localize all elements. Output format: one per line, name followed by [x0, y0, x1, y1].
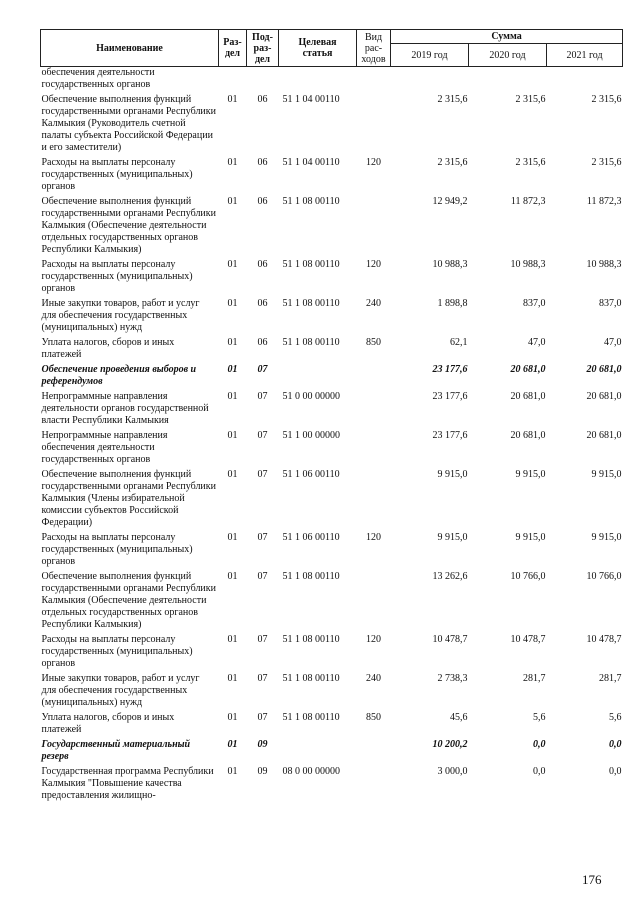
- cell-y2020: 11 872,3: [510, 196, 546, 207]
- cell-name: Обеспечение выполнения функций государственными органами Республики Калмыкия (Члены избирательной комиссии субъектов Российской Федерации): [41, 469, 216, 528]
- cell-y2019: 10 200,2: [432, 739, 468, 750]
- cell-vid: 120: [366, 259, 381, 270]
- cell-razdel: 01: [227, 157, 238, 168]
- cell-y2019: 13 262,6: [432, 571, 468, 582]
- cell-y2020: [469, 67, 547, 92]
- cell-celevaya: 51 1 08 00110: [282, 337, 340, 348]
- cell-vid: [357, 568, 391, 631]
- cell-celevaya: 51 1 08 00110: [282, 571, 340, 582]
- cell-razdel: 01: [227, 571, 238, 582]
- cell-celevaya: 51 1 08 00110: [282, 712, 340, 723]
- cell-name: Обеспечение выполнения функций государственными органами Республики Калмыкия (Обеспечение деятельности отдельных государственных органов Республики Калмыкия): [41, 196, 216, 255]
- table-row: [41, 193, 623, 256]
- cell-celevaya: 08 0 00 00000: [282, 766, 340, 777]
- cell-podrazdel: 07: [257, 469, 268, 480]
- cell-vid: [357, 736, 391, 763]
- cell-podrazdel: 07: [257, 391, 268, 402]
- cell-vid: 240: [366, 298, 381, 309]
- cell-razdel: 01: [227, 196, 238, 207]
- cell-razdel: 01: [227, 469, 238, 480]
- table-row: [41, 568, 623, 631]
- table-row: [41, 670, 623, 709]
- table-row: [41, 334, 623, 361]
- cell-y2021: 10 766,0: [586, 571, 622, 582]
- cell-razdel: 01: [227, 712, 238, 723]
- cell-y2021: 20 681,0: [586, 364, 622, 375]
- cell-name: Обеспечение проведения выборов и референдумов: [41, 364, 197, 387]
- cell-celevaya: 51 1 08 00110: [282, 298, 340, 309]
- table-row: [41, 256, 623, 295]
- cell-podrazdel: 06: [257, 259, 268, 270]
- cell-vid: 120: [366, 157, 381, 168]
- cell-vid: [357, 91, 391, 154]
- table-row: [41, 529, 623, 568]
- budget-table: [40, 29, 623, 802]
- table-row: [41, 361, 623, 388]
- cell-vid: 240: [366, 673, 381, 684]
- cell-name: Расходы на выплаты персоналу государственных (муниципальных) органов: [41, 259, 193, 294]
- cell-y2021: 281,7: [599, 673, 622, 684]
- cell-y2020: 2 315,6: [515, 157, 546, 168]
- cell-razdel: 01: [227, 430, 238, 441]
- cell-celevaya: 51 1 08 00110: [282, 634, 340, 645]
- cell-razdel: 01: [227, 532, 238, 543]
- cell-vid: [357, 193, 391, 256]
- cell-podrazdel: 07: [257, 634, 268, 645]
- cell-vid: [357, 427, 391, 466]
- cell-razdel: [219, 67, 247, 92]
- cell-razdel: 01: [227, 766, 238, 777]
- cell-y2020: 20 681,0: [510, 391, 546, 402]
- cell-y2019: [391, 67, 469, 92]
- cell-y2020: 837,0: [523, 298, 546, 309]
- header-name: Наименование: [41, 30, 219, 67]
- cell-y2021: 10 988,3: [586, 259, 622, 270]
- cell-y2020: 0,0: [533, 766, 546, 777]
- cell-y2019: 2 315,6: [437, 157, 468, 168]
- cell-vid: 120: [366, 634, 381, 645]
- cell-y2019: 45,6: [450, 712, 468, 723]
- cell-y2021: 11 872,3: [586, 196, 622, 207]
- cell-razdel: 01: [227, 739, 238, 750]
- cell-y2019: 23 177,6: [432, 391, 468, 402]
- cell-razdel: 01: [227, 673, 238, 684]
- cell-y2020: 0,0: [533, 739, 546, 750]
- cell-podrazdel: [247, 67, 279, 92]
- table-row: [41, 736, 623, 763]
- cell-y2020: 10 766,0: [510, 571, 546, 582]
- cell-name: Иные закупки товаров, работ и услуг для обеспечения государственных (муниципальных) нужд: [41, 673, 200, 708]
- cell-vid: [357, 388, 391, 427]
- cell-celevaya: 51 1 06 00110: [282, 532, 340, 543]
- cell-y2019: 3 000,0: [437, 766, 468, 777]
- header-summa: Сумма: [391, 30, 623, 44]
- cell-y2020: 281,7: [523, 673, 546, 684]
- cell-y2019: 62,1: [450, 337, 468, 348]
- cell-y2021: 10 478,7: [586, 634, 622, 645]
- cell-podrazdel: 07: [257, 532, 268, 543]
- table-row: [41, 427, 623, 466]
- cell-vid: 850: [366, 337, 381, 348]
- cell-podrazdel: 07: [257, 364, 268, 375]
- table-row: [41, 763, 623, 802]
- cell-celevaya: 51 1 08 00110: [282, 673, 340, 684]
- cell-podrazdel: 06: [257, 196, 268, 207]
- cell-vid: [357, 763, 391, 802]
- cell-y2020: 5,6: [533, 712, 546, 723]
- cell-y2020: 10 988,3: [510, 259, 546, 270]
- cell-podrazdel: 07: [257, 712, 268, 723]
- header-year-2021: 2021 год: [547, 44, 623, 67]
- cell-vid: 120: [366, 532, 381, 543]
- cell-y2021: 0,0: [609, 739, 622, 750]
- cell-celevaya: 51 1 08 00110: [282, 196, 340, 207]
- cell-name: Иные закупки товаров, работ и услуг для обеспечения государственных (муниципальных) нужд: [41, 298, 200, 333]
- table-body: [41, 67, 623, 803]
- cell-y2020: 2 315,6: [515, 94, 546, 105]
- cell-name: Государственная программа Республики Калмыкия "Повышение качества предоставления жилищно-: [41, 766, 214, 801]
- cell-name: Обеспечение выполнения функций государственными органами Республики Калмыкия (Обеспечение деятельности отдельных государственных органов Республики Калмыкия): [41, 571, 216, 630]
- header-razdel: Раз- дел: [219, 30, 247, 67]
- cell-y2019: 12 949,2: [432, 196, 468, 207]
- cell-y2020: 9 915,0: [515, 532, 546, 543]
- header-podrazdel: Под- раз- дел: [247, 30, 279, 67]
- cell-y2021: 837,0: [599, 298, 622, 309]
- table-row: [41, 466, 623, 529]
- cell-y2019: 2 738,3: [437, 673, 468, 684]
- cell-y2020: 47,0: [528, 337, 546, 348]
- page-number: 176: [582, 872, 602, 887]
- cell-celevaya: 51 1 04 00110: [282, 157, 340, 168]
- cell-y2021: 2 315,6: [591, 94, 622, 105]
- table-row: [41, 631, 623, 670]
- header-vid-rashodov: Вид рас- ходов: [357, 30, 391, 67]
- cell-y2019: 9 915,0: [437, 469, 468, 480]
- cell-y2019: 1 898,8: [437, 298, 468, 309]
- cell-celevaya: 51 1 08 00110: [282, 259, 340, 270]
- cell-y2020: 10 478,7: [510, 634, 546, 645]
- table-row: [41, 67, 623, 92]
- cell-name: Уплата налогов, сборов и иных платежей: [41, 712, 175, 735]
- cell-razdel: 01: [227, 391, 238, 402]
- cell-y2021: 20 681,0: [586, 391, 622, 402]
- header-year-2019: 2019 год: [391, 44, 469, 67]
- cell-name: Расходы на выплаты персоналу государственных (муниципальных) органов: [41, 532, 193, 567]
- cell-razdel: 01: [227, 94, 238, 105]
- table-row: [41, 154, 623, 193]
- cell-podrazdel: 09: [257, 766, 268, 777]
- table-row: [41, 295, 623, 334]
- cell-y2021: 5,6: [609, 712, 622, 723]
- cell-celevaya: 51 0 00 00000: [282, 391, 340, 402]
- cell-vid: [357, 361, 391, 388]
- table-row: [41, 388, 623, 427]
- cell-razdel: 01: [227, 364, 238, 375]
- cell-razdel: 01: [227, 298, 238, 309]
- cell-name: Непрограммные направления деятельности органов государственной власти Республики Калмыкия: [41, 391, 209, 426]
- cell-y2020: 20 681,0: [510, 364, 546, 375]
- cell-celevaya: 51 1 00 00000: [282, 430, 340, 441]
- cell-y2019: 2 315,6: [437, 94, 468, 105]
- cell-razdel: 01: [227, 634, 238, 645]
- cell-name: Расходы на выплаты персоналу государственных (муниципальных) органов: [41, 634, 193, 669]
- cell-name: Расходы на выплаты персоналу государственных (муниципальных) органов: [41, 157, 193, 192]
- cell-y2020: 9 915,0: [515, 469, 546, 480]
- cell-celevaya: [279, 361, 357, 388]
- cell-celevaya: 51 1 06 00110: [282, 469, 340, 480]
- cell-vid: [357, 466, 391, 529]
- cell-razdel: 01: [227, 337, 238, 348]
- header-year-2020: 2020 год: [469, 44, 547, 67]
- cell-name: Обеспечение выполнения функций государственными органами Республики Калмыкия (Руководитель счетной палаты субъекта Российской Федерации и его заместители): [41, 94, 216, 153]
- cell-y2021: 20 681,0: [586, 430, 622, 441]
- cell-name: Уплата налогов, сборов и иных платежей: [41, 337, 175, 360]
- cell-y2021: 2 315,6: [591, 157, 622, 168]
- table-row: [41, 91, 623, 154]
- cell-podrazdel: 06: [257, 157, 268, 168]
- cell-y2021: 9 915,0: [591, 469, 622, 480]
- cell-y2019: 23 177,6: [432, 430, 468, 441]
- cell-y2021: [547, 67, 623, 92]
- cell-celevaya: [279, 736, 357, 763]
- cell-podrazdel: 09: [257, 739, 268, 750]
- cell-vid: [357, 67, 391, 92]
- cell-vid: 850: [366, 712, 381, 723]
- cell-podrazdel: 07: [257, 673, 268, 684]
- cell-podrazdel: 06: [257, 94, 268, 105]
- header-celevaya-statya: Целевая статья: [279, 30, 357, 67]
- cell-y2019: 23 177,6: [432, 364, 468, 375]
- cell-podrazdel: 07: [257, 430, 268, 441]
- cell-podrazdel: 06: [257, 337, 268, 348]
- cell-name: Государственный материальный резерв: [41, 739, 191, 762]
- cell-celevaya: [279, 67, 357, 92]
- cell-y2021: 0,0: [609, 766, 622, 777]
- cell-y2019: 10 988,3: [432, 259, 468, 270]
- cell-name: обеспечения деятельности государственных органов: [41, 67, 155, 90]
- cell-y2019: 10 478,7: [432, 634, 468, 645]
- cell-y2020: 20 681,0: [510, 430, 546, 441]
- cell-name: Непрограммные направления обеспечения деятельности государственных органов: [41, 430, 168, 465]
- cell-celevaya: 51 1 04 00110: [282, 94, 340, 105]
- cell-podrazdel: 07: [257, 571, 268, 582]
- cell-y2021: 9 915,0: [591, 532, 622, 543]
- table-row: [41, 709, 623, 736]
- cell-y2021: 47,0: [604, 337, 622, 348]
- cell-razdel: 01: [227, 259, 238, 270]
- cell-y2019: 9 915,0: [437, 532, 468, 543]
- cell-podrazdel: 06: [257, 298, 268, 309]
